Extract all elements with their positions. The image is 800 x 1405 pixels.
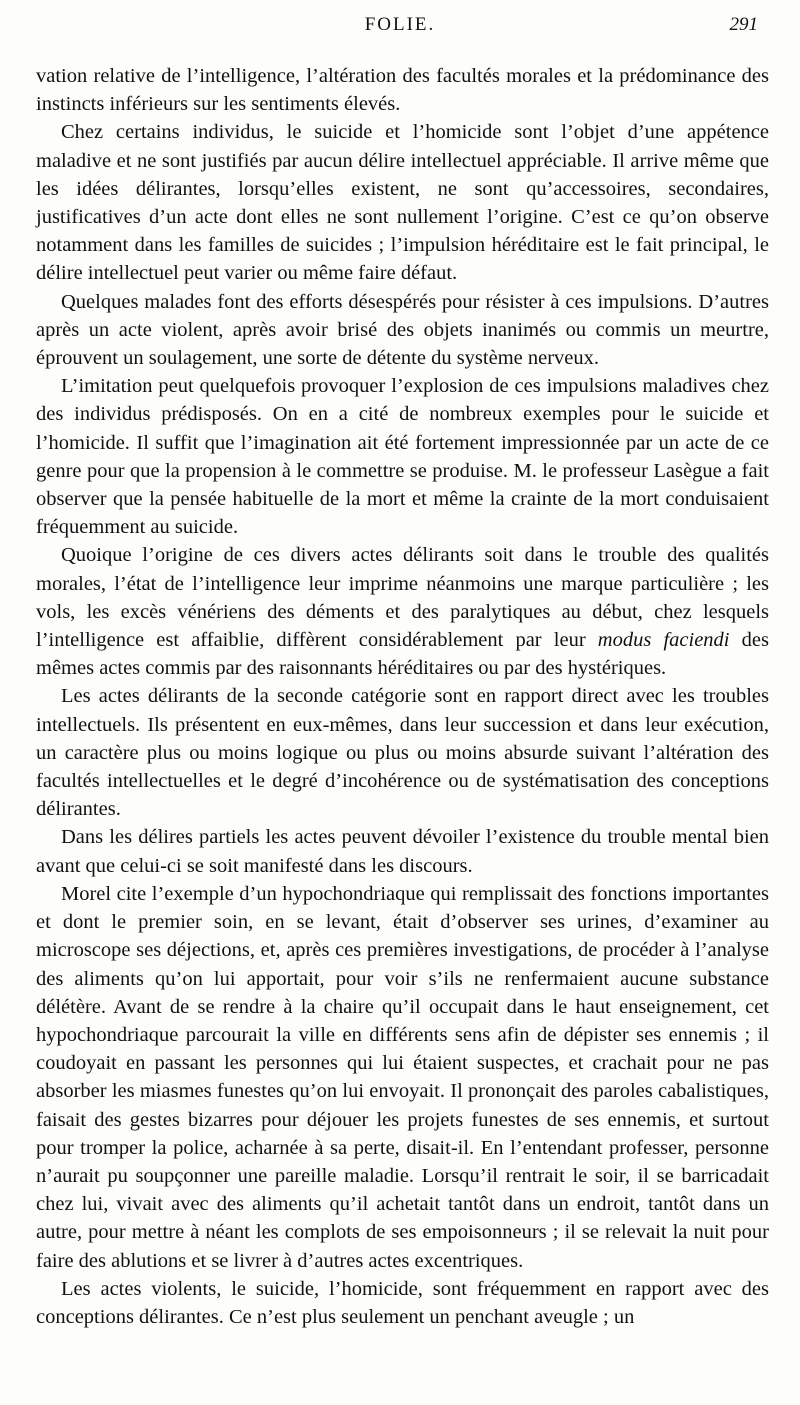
- paragraph-1: vation relative de l’intelligence, l’altération des facultés morales et la prédominance des instincts inférieurs sur les sentiments élevés.: [36, 65, 769, 116]
- paragraph-5-text-before: Quoique l’origine de ces divers actes délirants soit dans le trouble des qualités morales, l’état de l’intelligence leur imprime néanmoins une marque particulière ; les vols, les excès vénériens des déments et des paralytiques au début, chez lesquels l’intelligence est affaiblie, diffèrent considérablement par leur: [36, 544, 769, 652]
- paragraph-5-text-after: des mêmes actes commis par des raisonnants héréditaires ou par des hystériques.: [36, 629, 769, 680]
- paragraph-5: [36, 541, 769, 682]
- paragraph-3: Quelques malades font des efforts désespérés pour résister à ces impulsions. D’autres après un acte violent, après avoir brisé des objets inanimés ou commis un meurtre, éprouvent un soulagement, une sorte de détente du système nerveux.: [36, 290, 769, 370]
- paragraph-4: L’imitation peut quelquefois provoquer l’explosion de ces impulsions maladives chez des individus prédisposés. On en a cité de nombreux exemples pour le suicide et l’homicide. Il suffit que l’imagination ait été fortement impressionnée par un acte de ce genre pour que la propension à le commettre se produise. M. le professeur Lasègue a fait observer que la pensée habituelle de la mort et même la crainte de la mort conduisaient fréquemment au suicide.: [36, 375, 769, 539]
- paragraph-5-italic-term: modus faciendi: [597, 629, 730, 652]
- paragraph-2: Chez certains individus, le suicide et l’homicide sont l’objet d’une appétence maladive et ne sont justifiés par aucun délire intellectuel appréciable. Il arrive même que les idées délirantes, lorsqu’elles existent, ne sont qu’accessoires, secondaires, justificatives d’un acte dont elles ne sont nullement l’origine. C’est ce qu’on observe notamment dans les familles de suicides ; l’impulsion héréditaire est le fait principal, le délire intellectuel peut varier ou même faire défaut.: [36, 121, 769, 285]
- running-head: [36, 8, 764, 48]
- paragraph-6: Les actes délirants de la seconde catégorie sont en rapport direct avec les troubles intellectuels. Ils présentent en eux-mêmes, dans leur succession et dans leur exécution, un caractère plus ou moins logique ou plus ou moins absurde suivant l’altération des facultés intellectuelles et le degré d’incohérence ou de systématisation des conceptions délirantes.: [36, 685, 769, 821]
- body-text: [36, 62, 769, 1331]
- page-number: 291: [729, 14, 758, 35]
- running-title: FOLIE.: [364, 14, 436, 35]
- paragraph-9: Les actes violents, le suicide, l’homicide, sont fréquemment en rapport avec des conceptions délirantes. Ce n’est plus seulement un penchant aveugle ; un: [36, 1277, 769, 1328]
- paragraph-8: Morel cite l’exemple d’un hypochondriaque qui remplissait des fonctions importantes et dont le premier soin, en se levant, était d’observer ses urines, d’examiner au microscope ses déjections, et, après ces premières investigations, de procéder à l’analyse des aliments qu’on lui apportait, pour voir s’ils ne renfermaient aucune substance délétère. Avant de se rendre à la chaire qu’il occupait dans le haut enseignement, cet hypochondriaque parcourait la ville en différents sens afin de dépister ses ennemis ; il coudoyait en passant les personnes qui lui étaient suspectes, et crachait pour ne pas absorber les miasmes funestes qu’on lui envoyait. Il prononçait des paroles cabalistiques, faisait des gestes bizarres pour déjouer les projets funestes de ses ennemis, et surtout pour tromper la police, acharnée à sa perte, disait-il. En l’entendant professer, personne n’aurait pu soupçonner une pareille maladie. Lorsqu’il rentrait le soir, il se barricadait chez lui, vivait avec des aliments qu’il achetait tantôt dans un endroit, tantôt dans un autre, pour mettre à néant les complots de ses empoisonneurs ; il se relevait la nuit pour faire des ablutions et se livrer à d’autres actes excentriques.: [36, 882, 769, 1272]
- paragraph-7: Dans les délires partiels les actes peuvent dévoiler l’existence du trouble mental bien avant que celui-ci se soit manifesté dans les discours.: [36, 826, 769, 877]
